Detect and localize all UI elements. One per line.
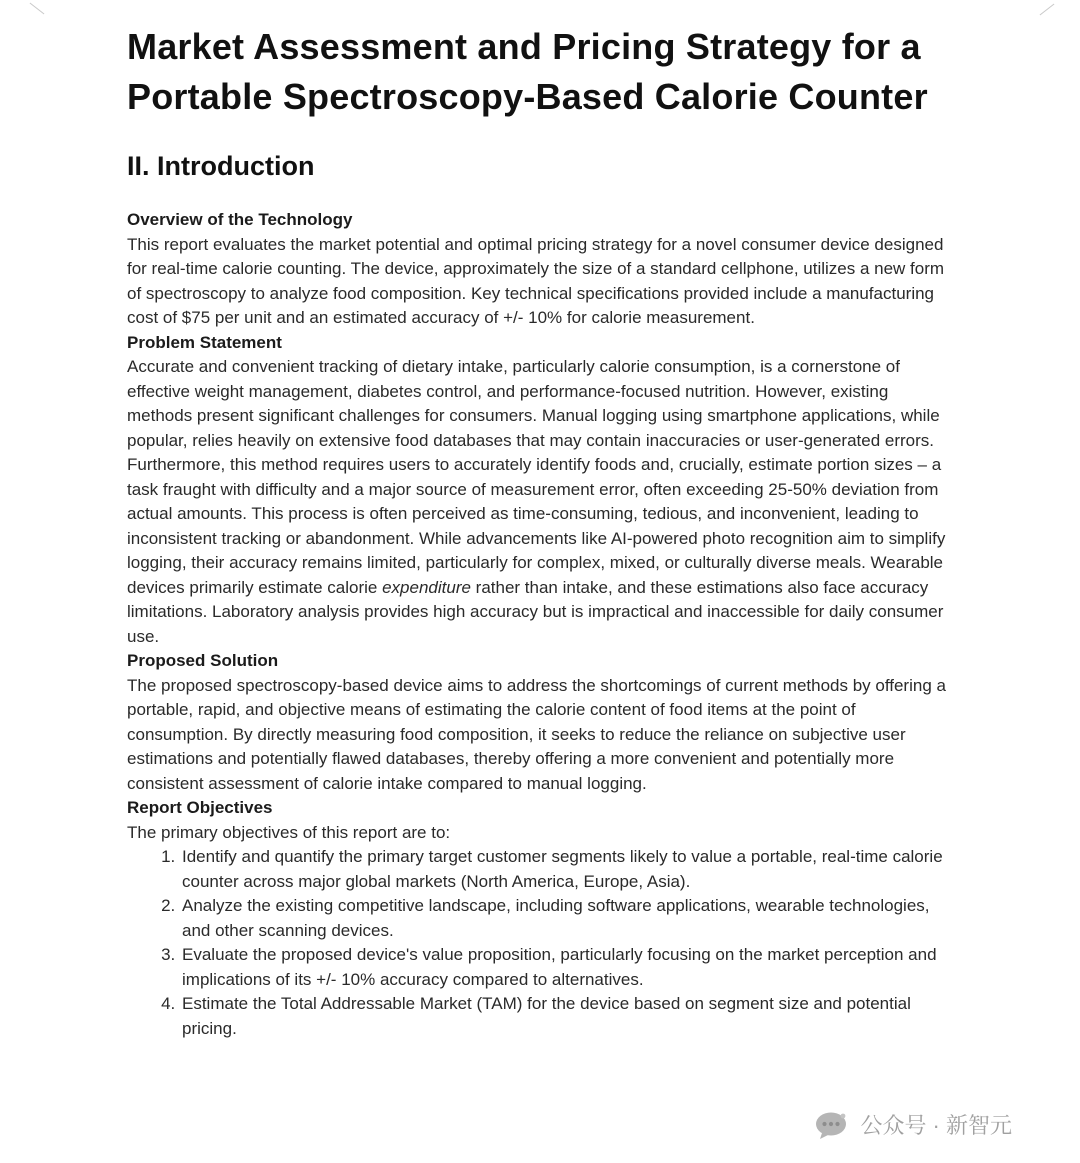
watermark-text: 公众号 · 新智元 <box>860 1113 1012 1138</box>
problem-statement-italic-word: expenditure <box>382 577 471 597</box>
problem-statement-text-before: Accurate and convenient tracking of dietary intake, particularly calorie consumption, is a cornerstone of effective weight management, diabetes control, and performance-focused nutrition. However, existing methods present significant challenges for consumers. Manual logging using smartphone applications, while popular, relies heavily on extensive food databases that may contain inaccuracies or user-generated errors. Furthermore, this method requires users to accurately identify foods and, crucially, estimate portion sizes – a task fraught with difficulty and a major source of measurement error, often exceeding 25-50% deviation from actual amounts. This process is often perceived as time-consuming, tedious, and inconvenient, leading to inconsistent tracking or abandonment. While advancements like AI-powered photo recognition aim to simplify logging, their accuracy remains limited, particularly for complex, mixed, or culturally diverse meals. Wearable devices primarily estimate calorie <box>127 357 946 597</box>
subsection-heading-overview: Overview of the Technology <box>127 210 353 229</box>
document-title: Market Assessment and Pricing Strategy for a Portable Spectroscopy-Based Calorie Counter <box>127 26 928 117</box>
objectives-list <box>127 845 947 1041</box>
section-heading: II. Introduction <box>127 151 315 181</box>
watermark <box>814 1111 1012 1141</box>
page-corner-mark-left <box>30 3 45 15</box>
objective-item-3: 3. Evaluate the proposed device's value proposition, particularly focusing on the market perception and implications of its +/- 10% accuracy compared to alternatives. <box>180 943 947 992</box>
wechat-official-account-icon <box>814 1111 850 1141</box>
objective-item-4: 4. Estimate the Total Addressable Market (TAM) for the device based on segment size and potential pricing. <box>180 992 947 1041</box>
proposed-solution-paragraph: The proposed spectroscopy-based device aims to address the shortcomings of current methods by offering a portable, rapid, and objective means of estimating the calorie content of food items at the point of consumption. By directly measuring food composition, it seeks to reduce the reliance on subjective user estimations and potentially flawed databases, thereby offering a more convenient and potentially more consistent assessment of calorie intake compared to manual logging. <box>127 675 946 793</box>
subsection-heading-proposed-solution: Proposed Solution <box>127 651 279 670</box>
subsection-heading-problem-statement: Problem Statement <box>127 332 282 352</box>
objective-item-2: 2. Analyze the existing competitive landscape, including software applications, wearable technologies, and other scanning devices. <box>180 894 947 943</box>
subsection-heading-report-objectives: Report Objectives <box>127 798 273 817</box>
overview-paragraph: This report evaluates the market potential and optimal pricing strategy for a novel consumer device designed for real-time calorie counting. The device, approximately the size of a standard cellphone, utilizes a new form of spectroscopy to analyze food composition. Key technical specifications provided include a manufacturing cost of $75 per unit and an estimated accuracy of +/- 10% for calorie measurement. <box>127 234 945 327</box>
report-objectives-intro: The primary objectives of this report are to: <box>127 822 451 842</box>
objective-item-1: 1. Identify and quantify the primary target customer segments likely to value a portable, real-time calorie counter across major global markets (North America, Europe, Asia). <box>180 845 947 894</box>
page-corner-mark-right <box>1040 4 1055 16</box>
problem-statement-paragraph <box>127 355 947 649</box>
problem-statement-text-after: rather than intake, and these estimations also face accuracy limitations. Laboratory analysis provides high accuracy but is impractical and inaccessible for daily consumer use. <box>127 577 944 646</box>
